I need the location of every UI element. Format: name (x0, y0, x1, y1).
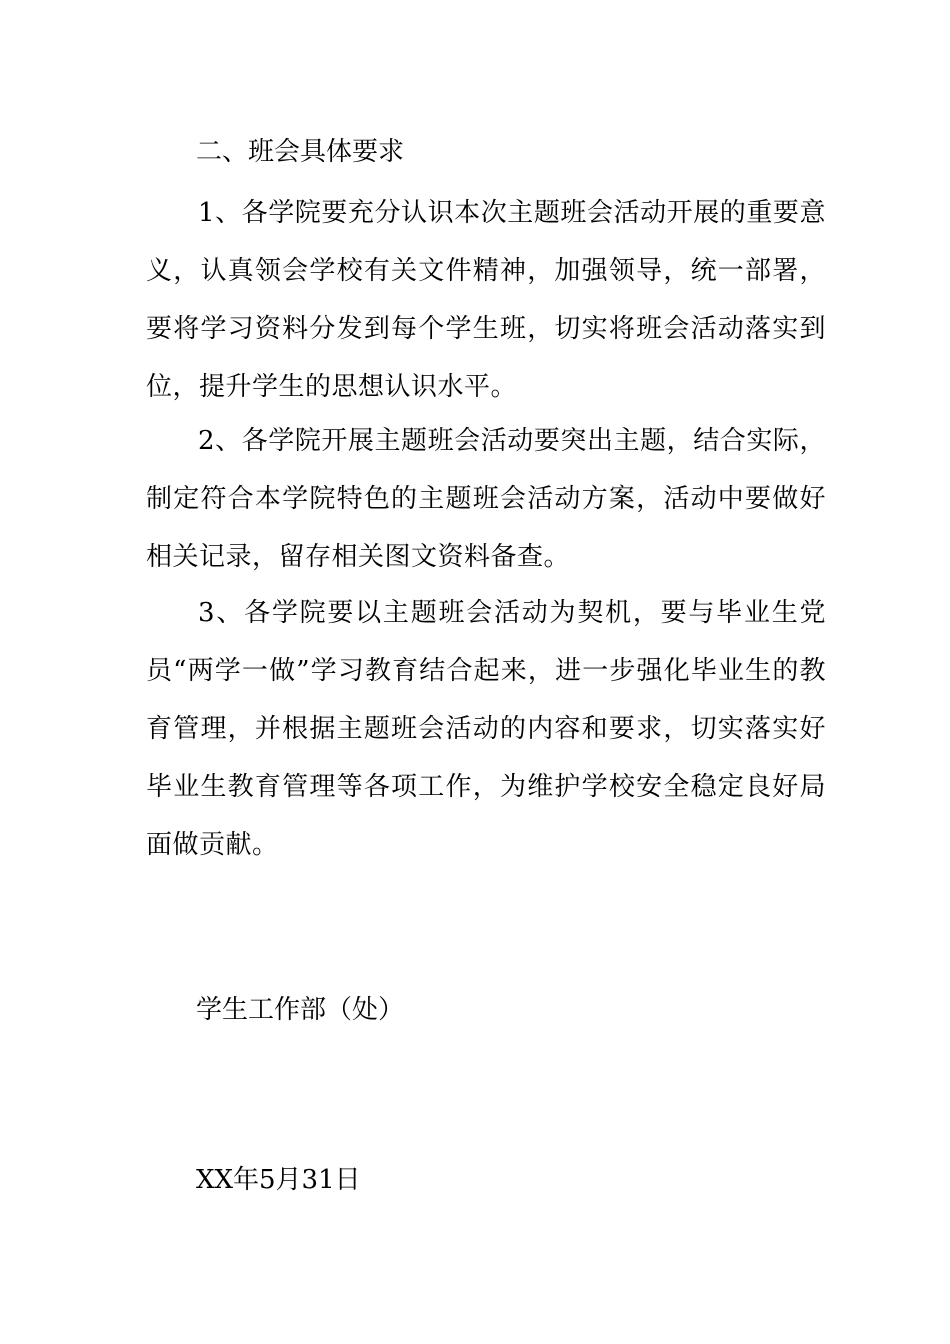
issuer-signature: 学生工作部（处） (196, 995, 405, 1025)
requirement-paragraph-2: 2、各学院开展主题班会活动要突出主题，结合实际，制定符合本学院特色的主题班会活动方案，活动中要做好相关记录，留存相关图文资料备查。 (146, 426, 826, 572)
issue-date: XX年5月31日 (196, 1165, 361, 1195)
requirement-paragraph-1: 1、各学院要充分认识本次主题班会活动开展的重要意义，认真领会学校有关文件精神，加强领导，统一部署，要将学习资料分发到每个学生班，切实将班会活动落实到位，提升学生的思想认识水平。 (146, 198, 826, 402)
section-heading: 二、班会具体要求 (196, 137, 405, 167)
requirement-paragraph-3: 3、各学院要以主题班会活动为契机，要与毕业生党员“两学一做”学习教育结合起来，进一步强化毕业生的教育管理，并根据主题班会活动的内容和要求，切实落实好毕业生教育管理等各项工作，为维护学校安全稳定良好局面做贡献。 (146, 598, 826, 860)
